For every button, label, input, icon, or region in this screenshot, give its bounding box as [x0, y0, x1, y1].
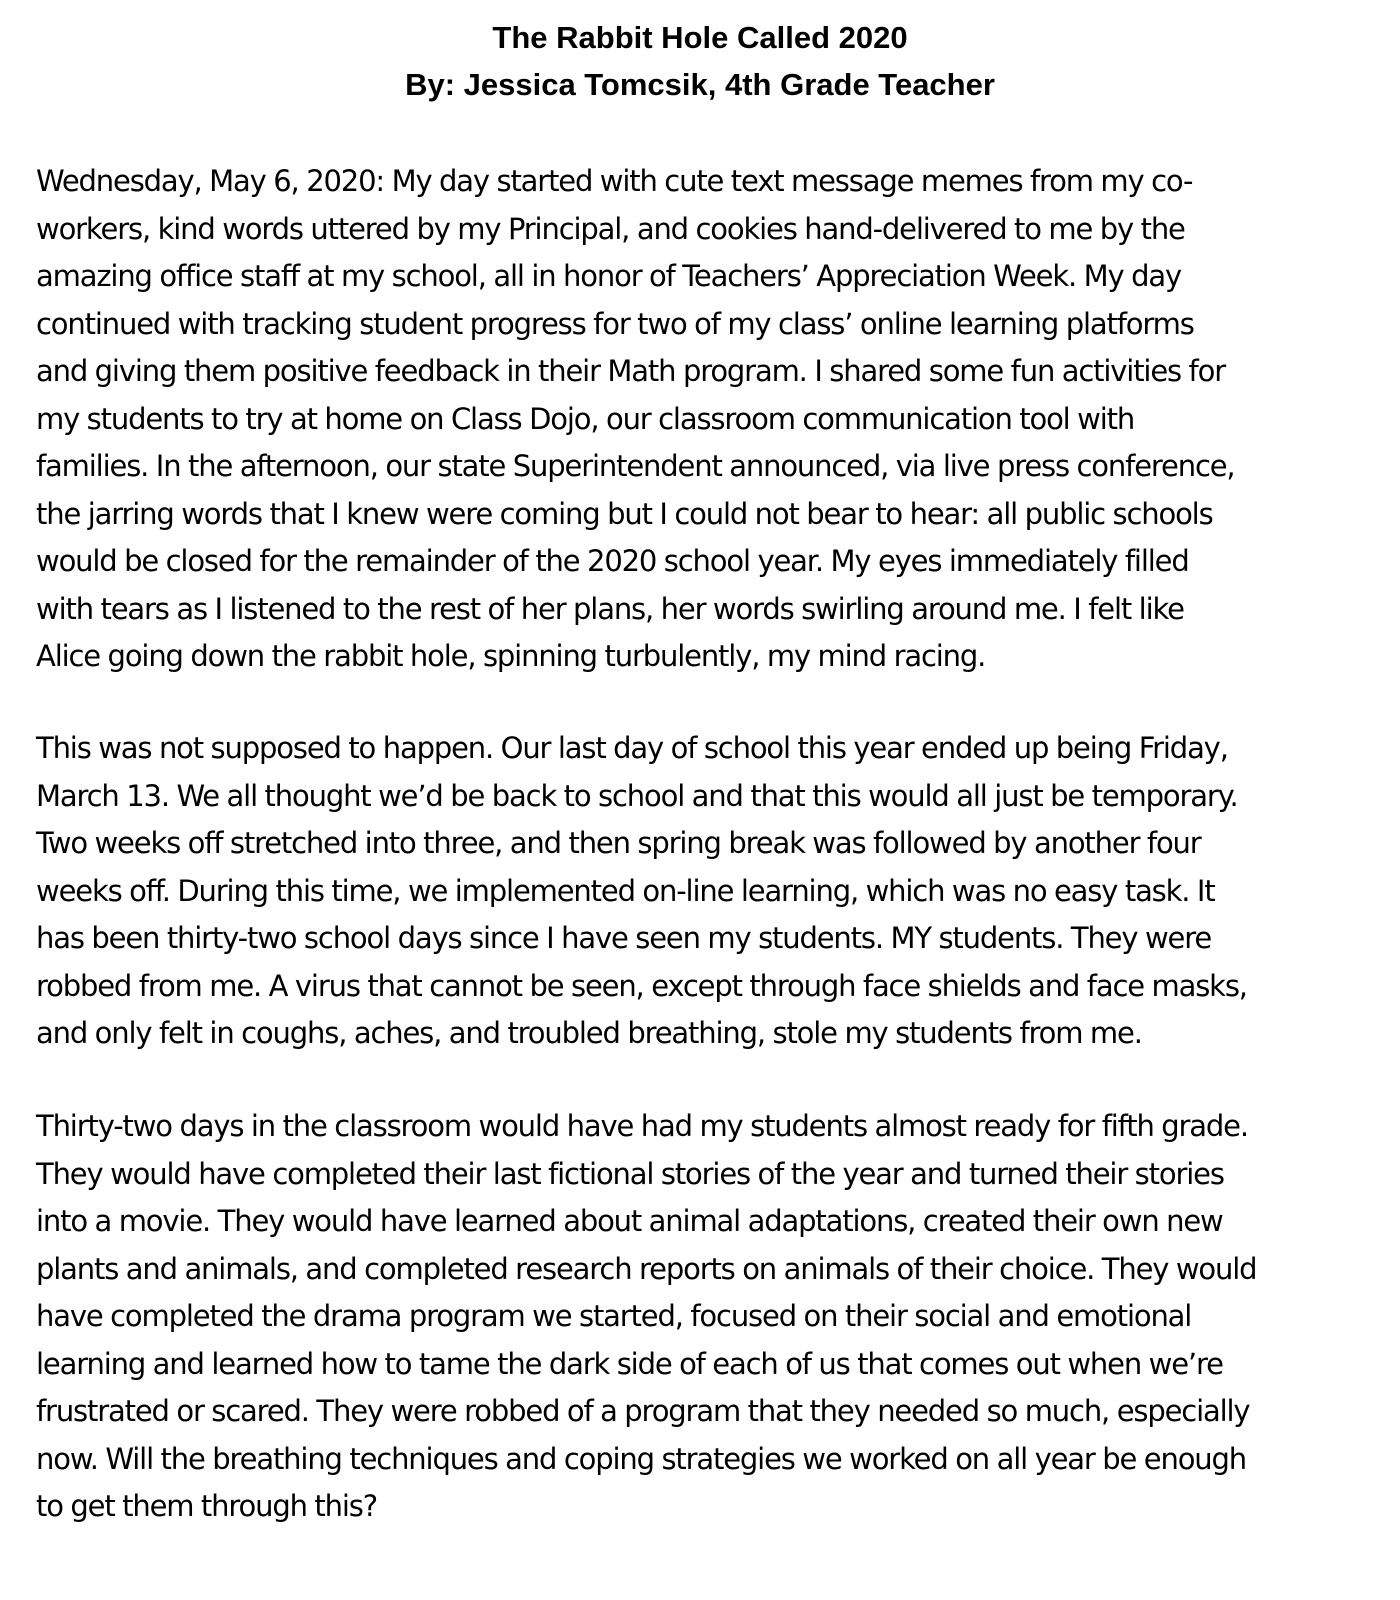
paragraph-line: and giving them positive feedback in their Math program. I shared some fun activities for [36, 354, 1225, 388]
paragraph-line: families. In the afternoon, our state Superintendent announced, via live press conference, [36, 449, 1235, 483]
paragraph-line: the jarring words that I knew were coming but I could not bear to hear: all public schools [36, 496, 1213, 531]
paragraph-line: Thirty-two days in the classroom would have had my students almost ready for fifth grade. [36, 1109, 1248, 1143]
paragraph-line: would be closed for the remainder of the 2020 school year. My eyes immediately filled [36, 544, 1189, 578]
paragraph-line: This was not supposed to happen. Our last day of school this year ended up being Friday, [36, 731, 1228, 765]
document-byline: By: Jessica Tomcsik, 4th Grade Teacher [405, 67, 995, 102]
paragraph-line: have completed the drama program we started, focused on their social and emotional [36, 1299, 1192, 1333]
paragraph-line: Alice going down the rabbit hole, spinning turbulently, my mind racing. [36, 639, 986, 673]
paragraph-line: to get them through this? [36, 1489, 377, 1523]
paragraph-line: March 13. We all thought we’d be back to school and that this would all just be temporary. [36, 778, 1238, 813]
paragraph-line: workers, kind words uttered by my Principal, and cookies hand-delivered to me by the [36, 211, 1185, 246]
paragraph-line: continued with tracking student progress for two of my class’ online learning platforms [36, 306, 1194, 341]
paragraph-line: plants and animals, and completed research reports on animals of their choice. They would [36, 1251, 1257, 1286]
paragraph-line: Wednesday, May 6, 2020: My day started with cute text message memes from my co- [36, 164, 1193, 198]
paragraph-line: frustrated or scared. They were robbed of a program that they needed so much, especially [36, 1394, 1250, 1428]
paragraph-line: and only felt in coughs, aches, and troubled breathing, stole my students from me. [36, 1016, 1142, 1050]
paragraph-line: now. Will the breathing techniques and coping strategies we worked on all year be enough [36, 1441, 1247, 1476]
paragraph-line: They would have completed their last fictional stories of the year and turned their stories [36, 1156, 1224, 1191]
paragraph-line: robbed from me. A virus that cannot be seen, except through face shields and face masks, [36, 968, 1247, 1003]
paragraph-line: my students to try at home on Class Dojo, our classroom communication tool with [36, 401, 1135, 436]
paragraph-line: with tears as I listened to the rest of her plans, her words swirling around me. I felt like [36, 591, 1184, 626]
document-title: The Rabbit Hole Called 2020 [492, 20, 908, 55]
paragraph-2 [36, 725, 1376, 1058]
paragraph-line: learning and learned how to tame the dark side of each of us that comes out when we’re [36, 1346, 1223, 1381]
paragraph-line: has been thirty-two school days since I have seen my students. MY students. They were [36, 921, 1212, 955]
paragraph-line: weeks off. During this time, we implemented on-line learning, which was no easy task. It [36, 873, 1215, 908]
paragraph-line: amazing office staff at my school, all in honor of Teachers’ Appreciation Week. My day [36, 259, 1181, 293]
paragraph-line: into a movie. They would have learned about animal adaptations, created their own new [36, 1204, 1223, 1238]
paragraph-3 [36, 1103, 1376, 1531]
paragraph-1 [36, 158, 1376, 681]
paragraph-line: Two weeks off stretched into three, and then spring break was followed by another four [36, 826, 1201, 860]
